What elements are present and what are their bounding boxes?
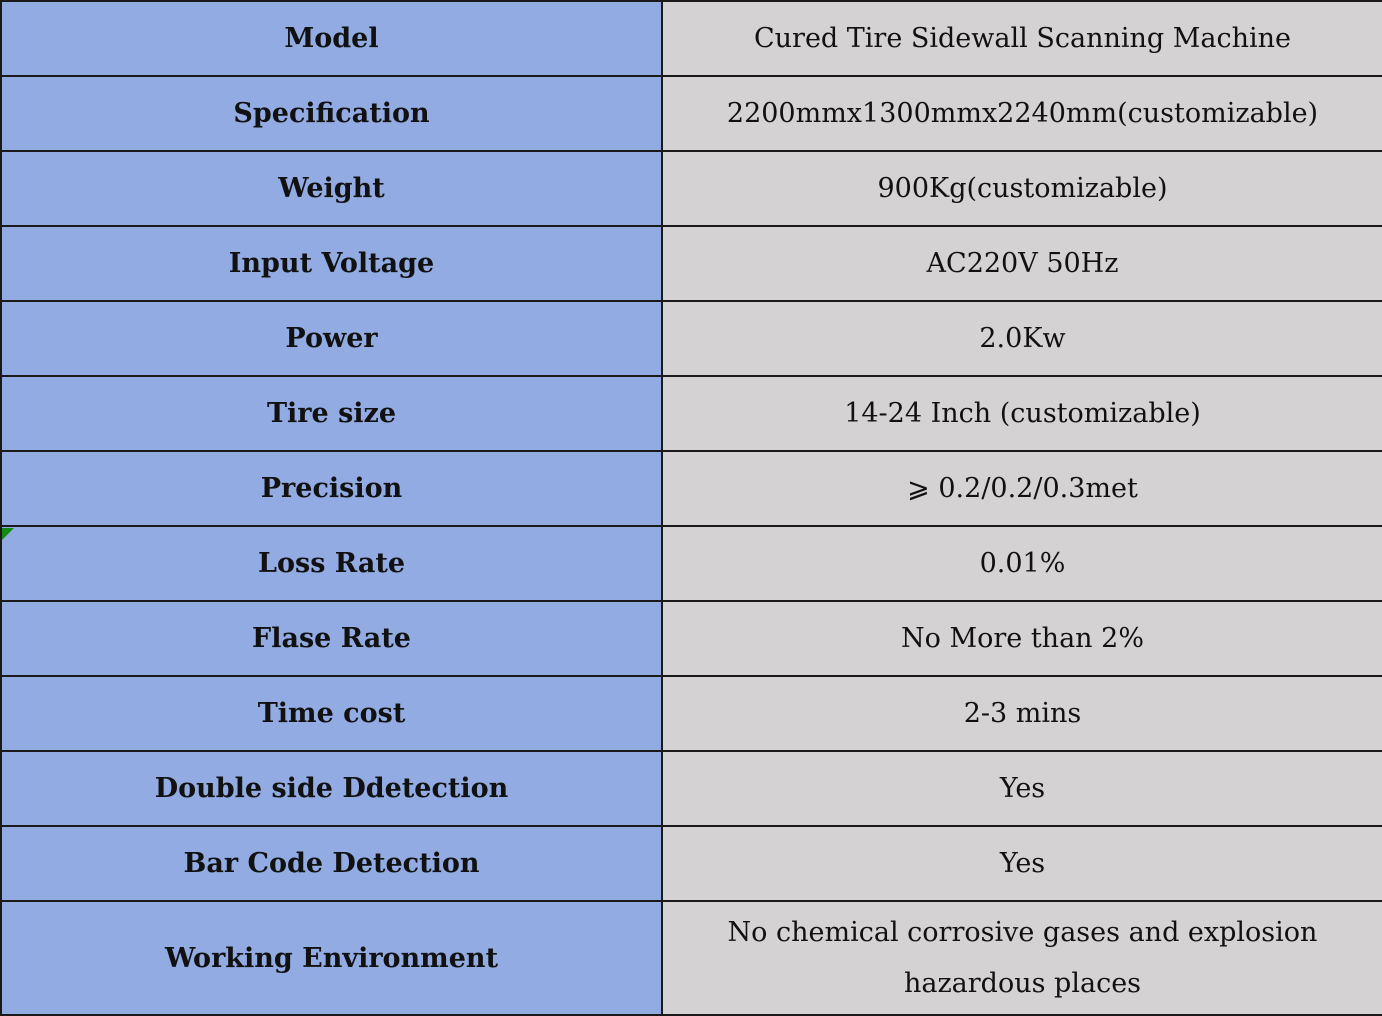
row-value: Yes xyxy=(662,826,1382,901)
spec-row-precision xyxy=(1,451,1382,526)
row-label: Weight xyxy=(1,151,662,226)
row-label: Working Environment xyxy=(1,901,662,1015)
spec-row-weight xyxy=(1,151,1382,226)
row-value: No More than 2% xyxy=(662,601,1382,676)
row-value: No chemical corrosive gases and explosion hazardous places xyxy=(662,901,1382,1015)
spec-row-loss-rate xyxy=(1,526,1382,601)
row-value: 900Kg(customizable) xyxy=(662,151,1382,226)
row-value: 14-24 Inch (customizable) xyxy=(662,376,1382,451)
row-value: Yes xyxy=(662,751,1382,826)
spec-row-specification xyxy=(1,76,1382,151)
row-label: Tire size xyxy=(1,376,662,451)
row-value: 0.01% xyxy=(662,526,1382,601)
row-label: Loss Rate xyxy=(1,526,662,601)
spec-row-false-rate xyxy=(1,601,1382,676)
row-label: Input Voltage xyxy=(1,226,662,301)
spec-row-tire-size xyxy=(1,376,1382,451)
row-value: 2-3 mins xyxy=(662,676,1382,751)
spec-row-time-cost xyxy=(1,676,1382,751)
row-label: Time cost xyxy=(1,676,662,751)
cell-comment-indicator xyxy=(2,528,14,540)
row-value: 2.0Kw xyxy=(662,301,1382,376)
spec-row-working-environment xyxy=(1,901,1382,1015)
row-label: Double side Ddetection xyxy=(1,751,662,826)
row-value: 2200mmx1300mmx2240mm(customizable) xyxy=(662,76,1382,151)
spec-row-input-voltage xyxy=(1,226,1382,301)
row-label: Precision xyxy=(1,451,662,526)
row-value: AC220V 50Hz xyxy=(662,226,1382,301)
row-value: Cured Tire Sidewall Scanning Machine xyxy=(662,1,1382,76)
row-label: Specification xyxy=(1,76,662,151)
spec-row-power xyxy=(1,301,1382,376)
spec-row-double-side-detection xyxy=(1,751,1382,826)
row-label: Power xyxy=(1,301,662,376)
spec-row-model xyxy=(1,1,1382,76)
row-label: Flase Rate xyxy=(1,601,662,676)
row-label: Model xyxy=(1,1,662,76)
row-value: ⩾ 0.2/0.2/0.3met xyxy=(662,451,1382,526)
spec-row-bar-code-detection xyxy=(1,826,1382,901)
row-label: Bar Code Detection xyxy=(1,826,662,901)
